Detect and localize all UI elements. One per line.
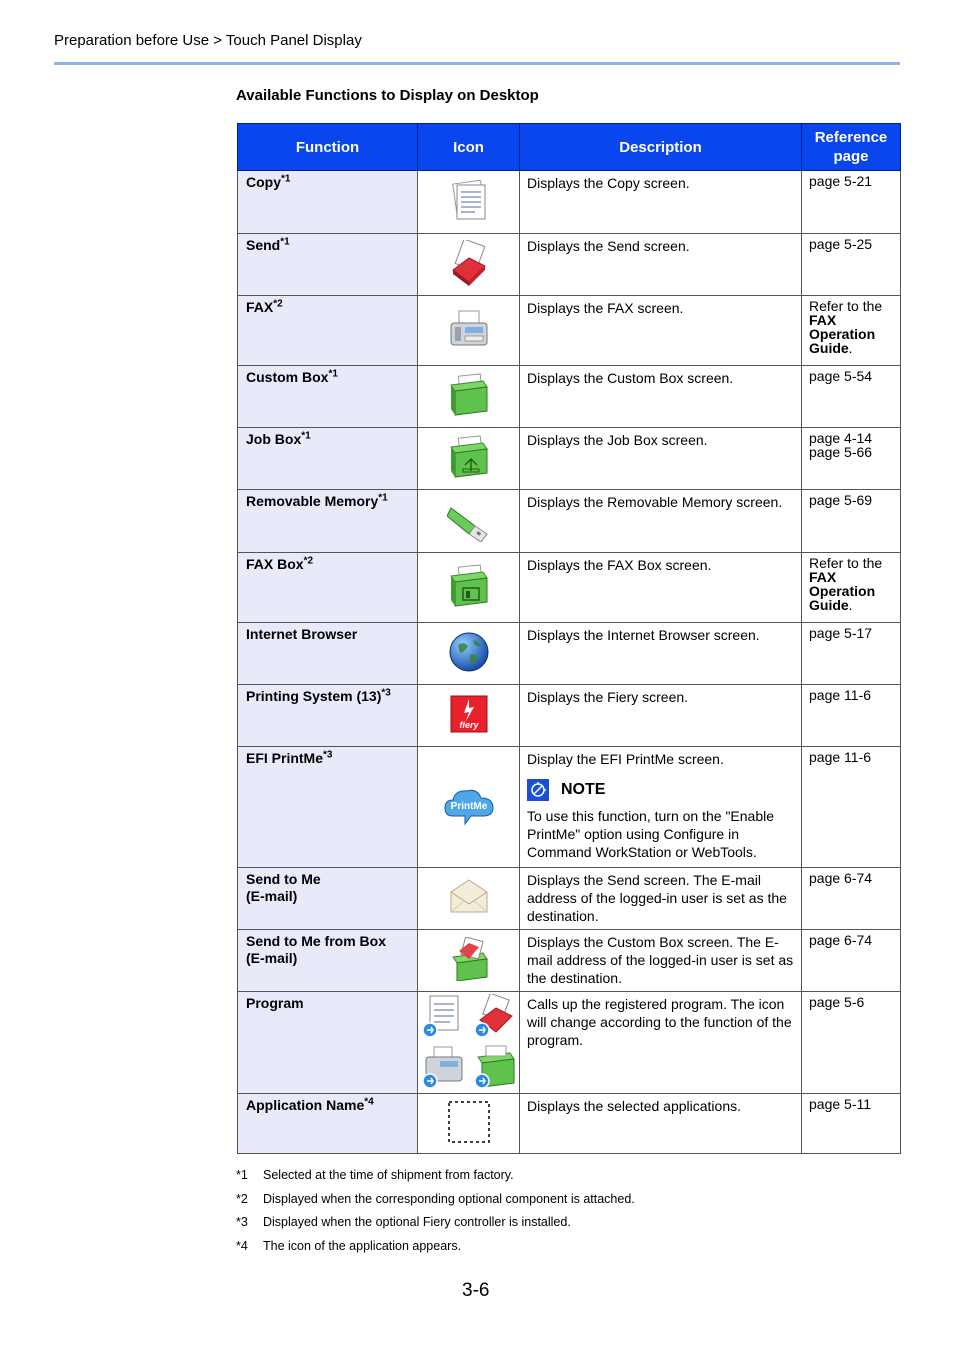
- icon-cell: [418, 1094, 520, 1154]
- reference-guide-word3: Guide: [809, 597, 849, 613]
- function-name-line2: (E-mail): [246, 888, 298, 904]
- icon-cell: [418, 490, 520, 553]
- function-name: Removable Memory: [246, 493, 379, 509]
- footnote-mark: *1: [301, 430, 311, 442]
- description-text: Displays the Custom Box screen.: [527, 370, 734, 386]
- custom-box-icon: [447, 404, 491, 420]
- function-cell: [238, 553, 418, 623]
- envelope-icon: [447, 905, 491, 921]
- description-text: Calls up the registered program. The icon will change according to the function of the program.: [527, 996, 792, 1048]
- footnote-mark: *2: [303, 555, 314, 567]
- reference-cell: [802, 1094, 901, 1154]
- function-name: Custom Box: [246, 369, 329, 385]
- function-cell: [238, 747, 418, 868]
- function-name: EFI PrintMe: [246, 750, 324, 766]
- footnote-marker: *3: [236, 1215, 248, 1230]
- table-row: [238, 1094, 901, 1154]
- function-name: Send: [246, 237, 281, 253]
- reference-guide-word2: Operation: [809, 326, 876, 342]
- description-cell: [520, 930, 802, 992]
- reference-post: .: [848, 340, 853, 356]
- description-text: Displays the FAX Box screen.: [527, 557, 712, 573]
- description-text: Displays the Custom Box screen. The E-mail address of the logged-in user is set as the destination.: [527, 934, 794, 986]
- table-row: [238, 171, 901, 234]
- icon-cell: [418, 930, 520, 992]
- function-cell: [238, 685, 418, 747]
- reference-cell: [802, 992, 901, 1094]
- column-header-reference: [802, 124, 901, 171]
- reference-page: page 5-25: [809, 236, 873, 252]
- section-title: Available Functions to Display on Desktop: [236, 87, 539, 104]
- footnote-mark: *1: [328, 368, 338, 380]
- icon-cell: [418, 992, 520, 1094]
- reference-guide-word1: FAX: [809, 569, 837, 585]
- description-cell: [520, 685, 802, 747]
- function-name-line2: (E-mail): [246, 950, 298, 966]
- function-name: Copy: [246, 174, 281, 190]
- table-row: [238, 623, 901, 685]
- footnote-mark: *1: [280, 236, 290, 248]
- function-name: Printing System (13): [246, 688, 382, 704]
- printme-cloud-icon: [443, 800, 495, 829]
- copy-icon: [447, 209, 491, 225]
- table-row: [238, 428, 901, 490]
- reference-cell: [802, 747, 901, 868]
- footnote-mark: *3: [381, 687, 391, 699]
- description-cell: [520, 171, 802, 234]
- table-row: [238, 553, 901, 623]
- description-text: Displays the Send screen.: [527, 238, 690, 254]
- table-row: [238, 747, 901, 868]
- program-box-icon: [471, 1045, 519, 1092]
- send-icon: [447, 273, 491, 289]
- function-cell: [238, 930, 418, 992]
- table-row: [238, 685, 901, 747]
- footnote-text: Selected at the time of shipment from factory.: [263, 1168, 514, 1182]
- description-text: Displays the Removable Memory screen.: [527, 494, 783, 510]
- footnote-mark: *1: [281, 173, 291, 185]
- reference-cell: [802, 296, 901, 366]
- description-cell: [520, 428, 802, 490]
- reference-page: page 5-66: [809, 444, 873, 460]
- note-text: To use this function, turn on the "Enable PrintMe" option using Configure in Command WorkStation or WebTools.: [527, 808, 775, 860]
- program-fax-icon: [419, 1045, 467, 1092]
- reference-page: page 5-6: [809, 994, 865, 1010]
- table-row: [238, 234, 901, 296]
- column-header-function: Function: [238, 124, 418, 171]
- description-text: Displays the Send screen. The E-mail address of the logged-in user is set as the destination.: [527, 872, 787, 924]
- icon-cell: [418, 553, 520, 623]
- reference-cell: [802, 366, 901, 428]
- table-row: [238, 992, 901, 1094]
- icon-cell: [418, 685, 520, 747]
- function-name: Application Name: [246, 1097, 365, 1113]
- description-text: Displays the selected applications.: [527, 1098, 742, 1114]
- icon-cell: [418, 868, 520, 930]
- footnote: [236, 1215, 635, 1239]
- function-cell: [238, 296, 418, 366]
- reference-guide-word2: Operation: [809, 583, 876, 599]
- description-cell: [520, 868, 802, 930]
- function-name: FAX Box: [246, 556, 304, 572]
- page-number: 3-6: [462, 1280, 490, 1301]
- note-header: [527, 779, 794, 801]
- functions-table: [237, 123, 901, 1154]
- reference-cell: [802, 930, 901, 992]
- column-header-reference-text: Reference page: [814, 129, 888, 165]
- function-name: Send to Me: [246, 871, 321, 887]
- icon-cell: [418, 234, 520, 296]
- column-header-description: Description: [520, 124, 802, 171]
- description-cell: [520, 366, 802, 428]
- icon-cell: [418, 171, 520, 234]
- fax-icon: [447, 336, 491, 352]
- application-placeholder-icon: [447, 1131, 491, 1147]
- reference-pre: Refer to the: [809, 555, 883, 571]
- icon-cell: [418, 747, 520, 868]
- function-name: Job Box: [246, 431, 302, 447]
- function-cell: [238, 868, 418, 930]
- program-copy-icon: [419, 994, 467, 1041]
- job-box-icon: [447, 466, 491, 482]
- footnote-mark: *1: [378, 492, 388, 504]
- header-rule: [54, 62, 900, 65]
- footnote-text: Displayed when the corresponding optional component is attached.: [263, 1191, 635, 1206]
- note-icon: [527, 779, 549, 801]
- description-cell: [520, 296, 802, 366]
- footnote-marker: *4: [236, 1239, 248, 1254]
- footnote-mark: *4: [364, 1096, 374, 1108]
- description-cell: [520, 490, 802, 553]
- description-cell: [520, 234, 802, 296]
- fax-box-icon: [447, 595, 491, 611]
- reference-page: page 5-21: [809, 173, 873, 189]
- footnote-mark: *2: [273, 298, 283, 310]
- reference-post: .: [848, 597, 853, 613]
- table-row: [238, 366, 901, 428]
- function-cell: [238, 234, 418, 296]
- footnote: [236, 1168, 635, 1192]
- footnote-mark: *3: [323, 749, 333, 761]
- table-row: [238, 868, 901, 930]
- footnotes: [236, 1168, 635, 1263]
- icon-cell: [418, 623, 520, 685]
- reference-page: page 6-74: [809, 932, 873, 948]
- footnote-text: The icon of the application appears.: [263, 1239, 462, 1254]
- function-cell: [238, 623, 418, 685]
- description-text: Displays the Internet Browser screen.: [527, 627, 760, 643]
- footnote-marker: *2: [236, 1191, 248, 1206]
- description-text: Displays the Job Box screen.: [527, 432, 708, 448]
- svg-text:fiery: fiery: [458, 720, 479, 730]
- fiery-icon: [450, 720, 488, 736]
- reference-page: page 11-6: [809, 749, 872, 765]
- footnote: [236, 1239, 635, 1263]
- svg-text:PrintMe: PrintMe: [450, 800, 487, 812]
- program-send-icon: [471, 994, 519, 1041]
- function-cell: [238, 171, 418, 234]
- reference-cell: [802, 685, 901, 747]
- reference-cell: [802, 553, 901, 623]
- reference-page: page 5-17: [809, 625, 873, 641]
- reference-cell: [802, 428, 901, 490]
- reference-pre: Refer to the: [809, 298, 883, 314]
- reference-guide-word1: FAX: [809, 312, 837, 328]
- description-cell: [520, 623, 802, 685]
- reference-page: page 5-69: [809, 492, 873, 508]
- reference-page: page 6-74: [809, 870, 873, 886]
- footnote-text: Displayed when the optional Fiery controller is installed.: [263, 1215, 571, 1230]
- description-text: Display the EFI PrintMe screen.: [527, 751, 724, 767]
- description-cell: [520, 992, 802, 1094]
- usb-memory-icon: [447, 529, 491, 545]
- reference-cell: [802, 171, 901, 234]
- table-row: [238, 296, 901, 366]
- reference-guide-word3: Guide: [809, 340, 849, 356]
- breadcrumb: Preparation before Use > Touch Panel Display: [54, 32, 362, 49]
- function-name: FAX: [246, 299, 274, 315]
- column-header-icon: Icon: [418, 124, 520, 171]
- description-cell: [520, 553, 802, 623]
- function-cell: [238, 366, 418, 428]
- reference-page: page 5-54: [809, 368, 873, 384]
- reference-cell: [802, 234, 901, 296]
- description-cell: [520, 1094, 802, 1154]
- footnote: [236, 1192, 635, 1216]
- icon-cell: [418, 366, 520, 428]
- function-cell: [238, 428, 418, 490]
- reference-page: page 11-6: [809, 687, 872, 703]
- icon-cell: [418, 296, 520, 366]
- description-cell: [520, 747, 802, 868]
- reference-page: page 5-11: [809, 1096, 872, 1112]
- table-row: [238, 490, 901, 553]
- globe-icon: [448, 660, 490, 676]
- note-label: NOTE: [561, 781, 606, 798]
- reference-cell: [802, 623, 901, 685]
- description-text: Displays the FAX screen.: [527, 300, 684, 316]
- reference-cell: [802, 868, 901, 930]
- table-row: [238, 930, 901, 992]
- description-text: Displays the Copy screen.: [527, 175, 690, 191]
- reference-page: page 4-14: [809, 430, 873, 446]
- function-name: Program: [246, 995, 304, 1011]
- icon-cell: [418, 428, 520, 490]
- function-cell: [238, 490, 418, 553]
- reference-cell: [802, 490, 901, 553]
- send-from-box-icon: [447, 968, 491, 984]
- function-name: Internet Browser: [246, 626, 358, 642]
- function-name: Send to Me from Box: [246, 933, 387, 949]
- footnote-marker: *1: [236, 1168, 248, 1182]
- program-icon-grid: [418, 994, 519, 1092]
- description-text: Displays the Fiery screen.: [527, 689, 689, 705]
- function-cell: [238, 992, 418, 1094]
- program-icons: [418, 994, 519, 1092]
- function-cell: [238, 1094, 418, 1154]
